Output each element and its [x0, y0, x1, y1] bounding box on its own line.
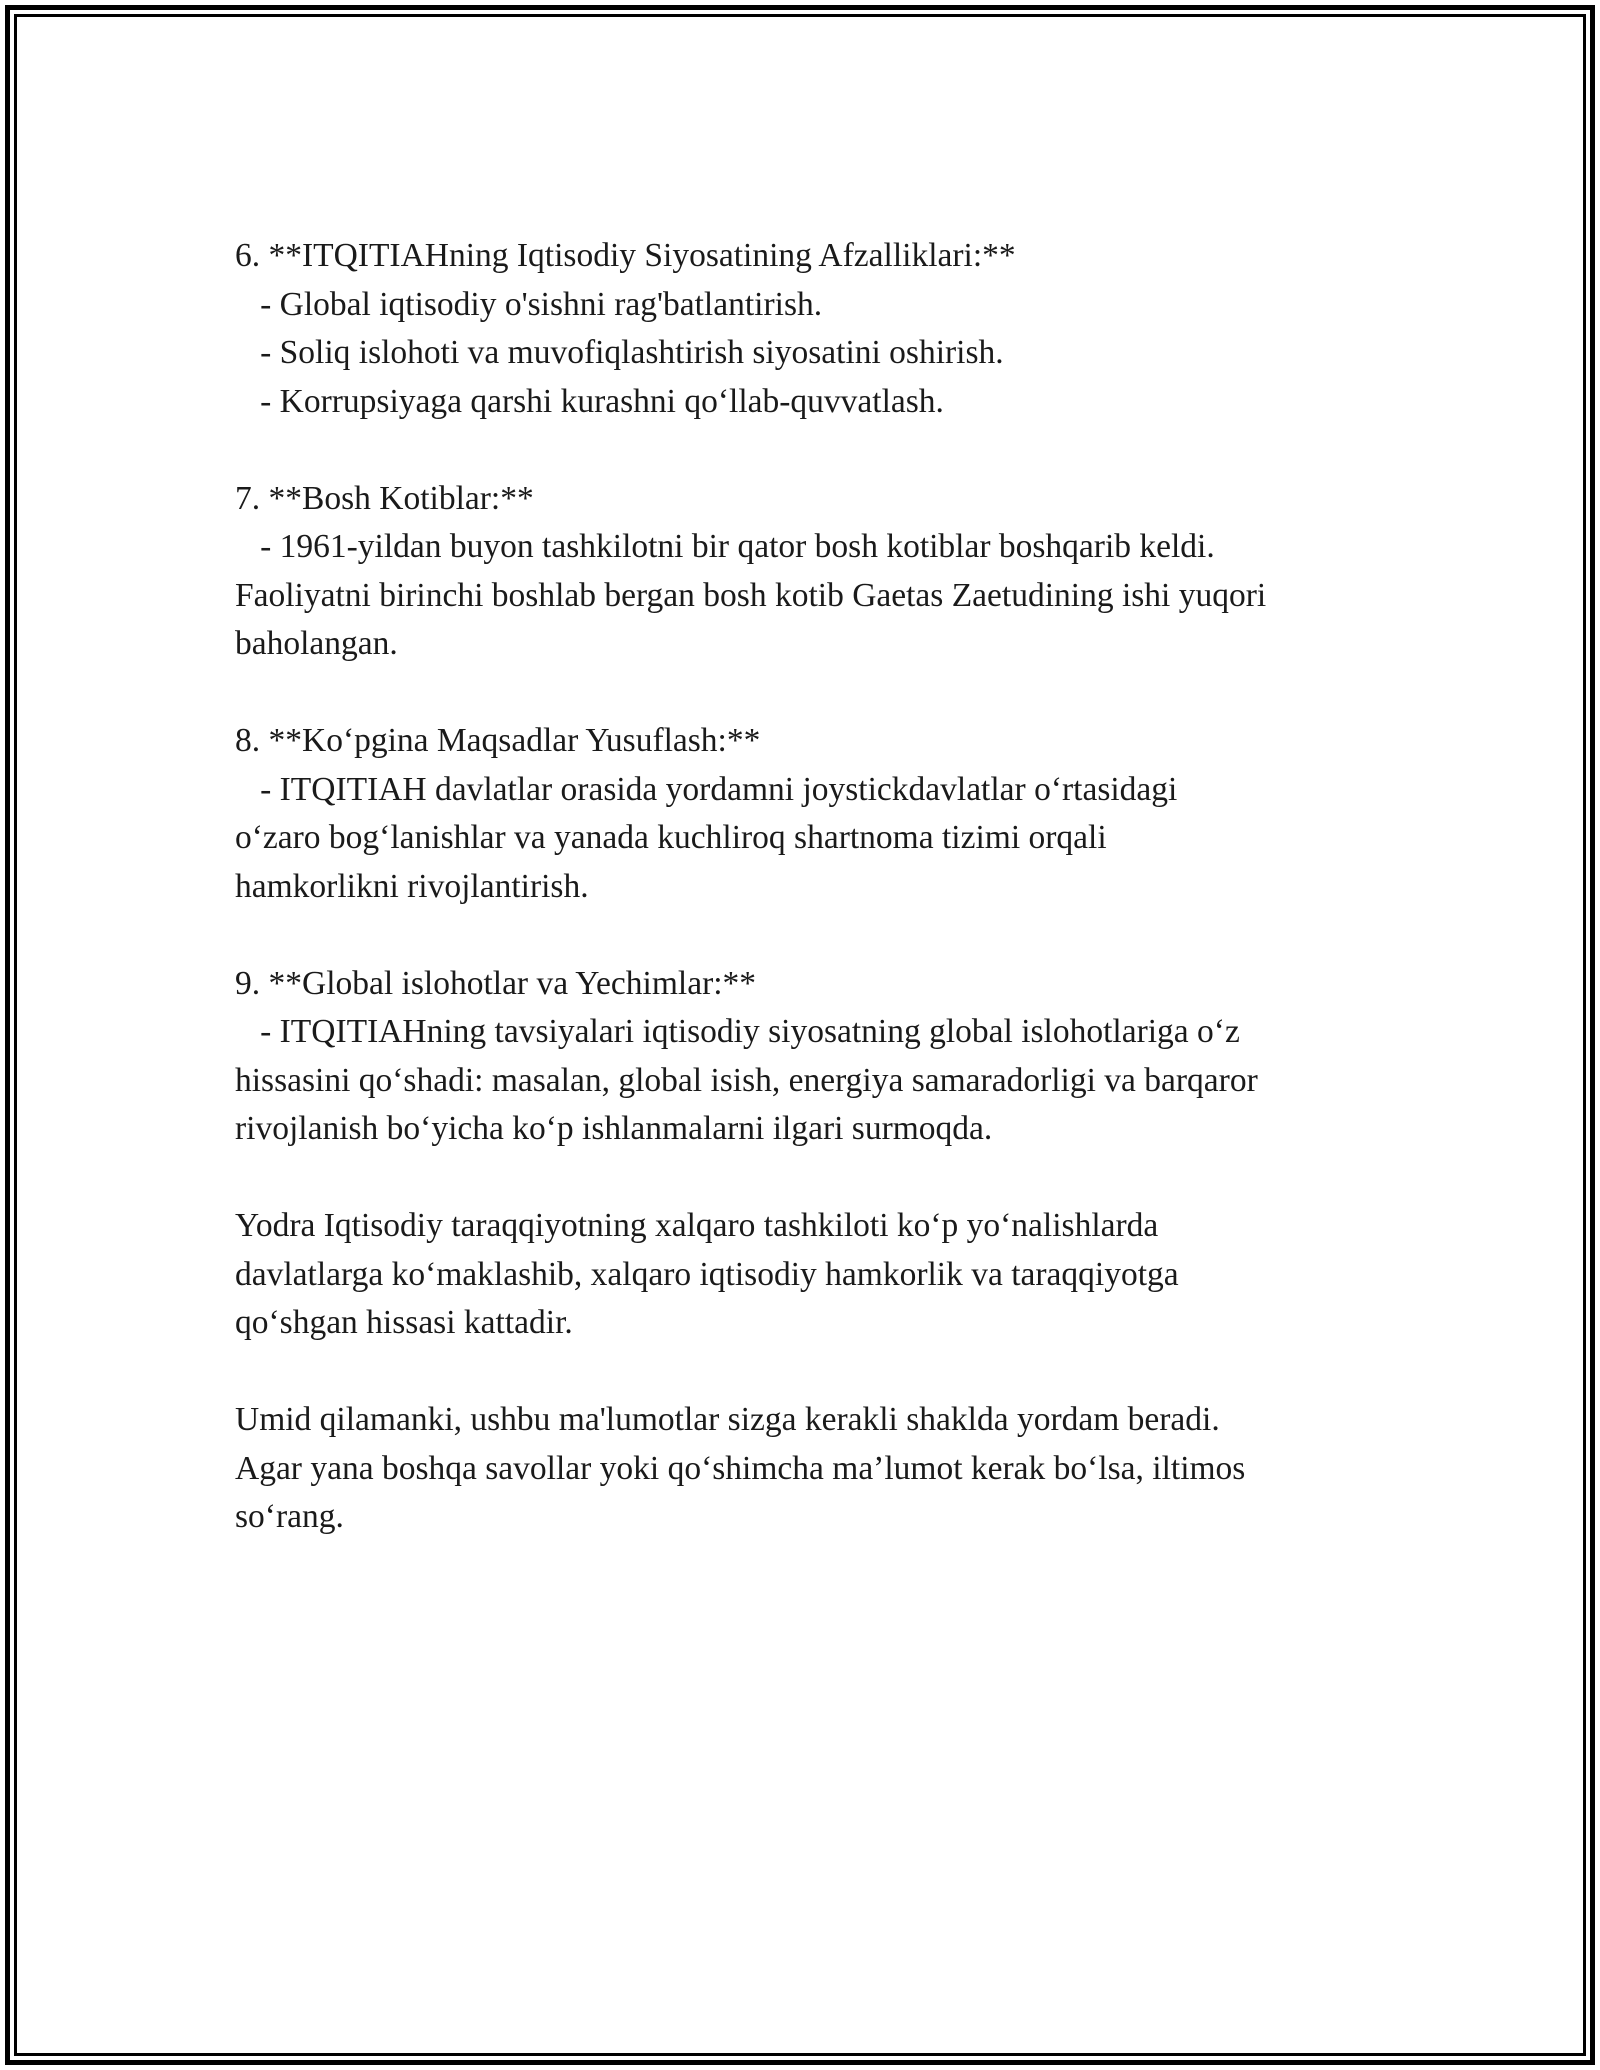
section-line: Faoliyatni birinchi boshlab bergan bosh kotib Gaetas Zaetudining ishi yuqori — [235, 576, 1267, 614]
conclusion-line: qo‘shgan hissasi kattadir. — [235, 1304, 573, 1341]
paragraph-spacer — [235, 669, 1385, 718]
section-9 — [235, 960, 1385, 1154]
section-line: - Korrupsiyaga qarshi kurashni qo‘llab-quvvatlash. — [235, 382, 944, 420]
section-line: - Global iqtisodiy o'sishni rag'batlantirish. — [235, 285, 823, 323]
closing-line: so‘rang. — [235, 1498, 344, 1535]
section-heading: 9. **Global islohotlar va Yechimlar:** — [235, 964, 757, 1002]
paragraph-spacer — [235, 1154, 1385, 1203]
conclusion-line: davlatlarga ko‘maklashib, xalqaro iqtisodiy hamkorlik va taraqqiyotga — [235, 1255, 1179, 1293]
section-line: baholangan. — [235, 625, 398, 662]
paragraph-spacer — [235, 1348, 1385, 1397]
closing-paragraph — [235, 1396, 1385, 1542]
section-7 — [235, 475, 1385, 669]
closing-line: Agar yana boshqa savollar yoki qo‘shimcha ma’lumot kerak bo‘lsa, iltimos — [235, 1449, 1246, 1487]
section-line: - Soliq islohoti va muvofiqlashtirish siyosatini oshirish. — [235, 334, 1004, 371]
section-heading: 7. **Bosh Kotiblar:** — [235, 479, 534, 517]
section-line: rivojlanish bo‘yicha ko‘p ishlanmalarni ilgari surmoqda. — [235, 1110, 993, 1147]
section-6 — [235, 232, 1385, 426]
section-line: hamkorlikni rivojlantirish. — [235, 867, 589, 905]
paragraph-spacer — [235, 911, 1385, 960]
section-heading: 8. **Ko‘pgina Maqsadlar Yusuflash:** — [235, 722, 761, 759]
conclusion-paragraph — [235, 1202, 1385, 1348]
section-8 — [235, 717, 1385, 911]
section-line: o‘zaro bog‘lanishlar va yanada kuchliroq shartnoma tizimi orqali — [235, 819, 1107, 856]
section-heading: 6. **ITQITIAHning Iqtisodiy Siyosatining Afzalliklari:** — [235, 237, 1016, 274]
section-line: - 1961-yildan buyon tashkilotni bir qator bosh kotiblar boshqarib keldi. — [235, 528, 1215, 565]
section-line: hissasini qo‘shadi: masalan, global isish, energiya samaradorligi va barqaror — [235, 1061, 1258, 1099]
document-body — [235, 232, 1385, 1542]
paragraph-spacer — [235, 426, 1385, 475]
conclusion-line: Yodra Iqtisodiy taraqqiyotning xalqaro tashkiloti ko‘p yo‘nalishlarda — [235, 1207, 1159, 1244]
section-line: - ITQITIAH davlatlar orasida yordamni joystickdavlatlar o‘rtasidagi — [235, 770, 1178, 808]
section-line: - ITQITIAHning tavsiyalari iqtisodiy siyosatning global islohotlariga o‘z — [235, 1013, 1240, 1050]
closing-line: Umid qilamanki, ushbu ma'lumotlar sizga kerakli shakldа yordam beradi. — [235, 1401, 1220, 1438]
